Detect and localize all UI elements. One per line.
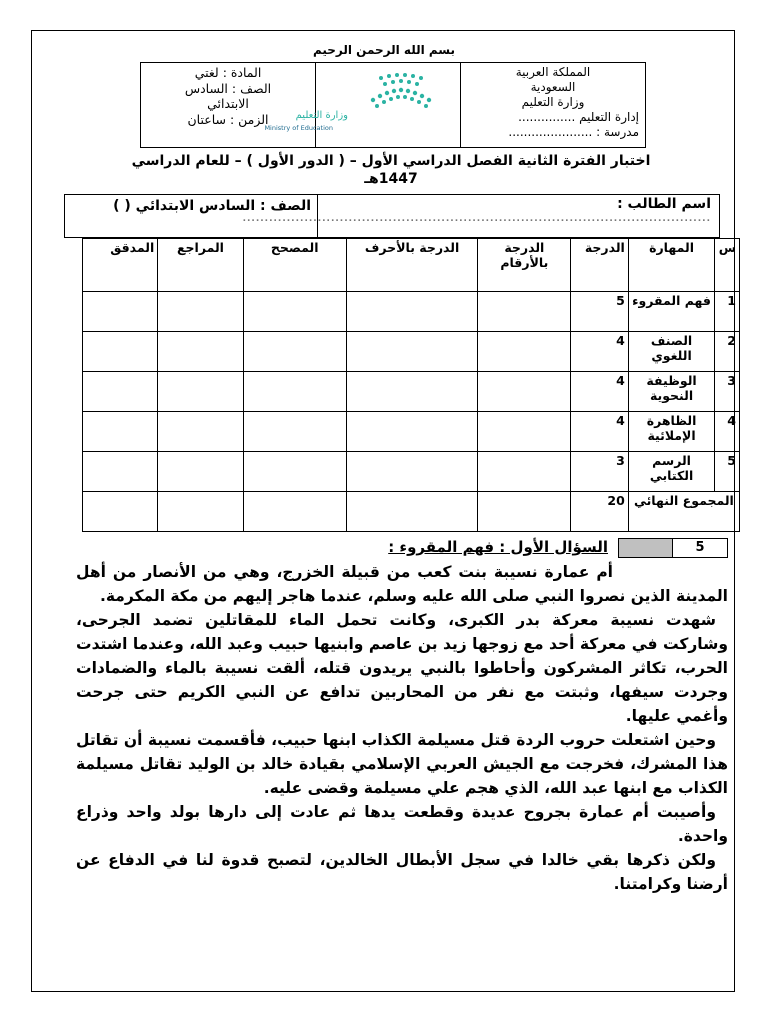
reading-passage — [76, 560, 728, 896]
student-info-box — [64, 194, 720, 238]
row-reviewer-cell[interactable] — [158, 412, 243, 452]
row-skill: الوظيفة النحوية — [628, 372, 715, 412]
ministry-logo-icon — [264, 70, 453, 140]
exam-title — [60, 152, 722, 188]
row-auditor-cell[interactable] — [83, 452, 158, 492]
row-degree-letters-cell[interactable] — [346, 332, 478, 372]
row-corrector-cell[interactable] — [243, 332, 346, 372]
row-degree: 5 — [571, 292, 629, 332]
header-kingdom-cell — [460, 63, 645, 147]
row-corrector-cell[interactable] — [243, 412, 346, 452]
exam-title-line: اختبار الفترة الثانية الفصل الدراسي الأول – ( الدور الأول ) – للعام الدراسي — [131, 153, 651, 169]
header-left-line: الصف : السادس — [184, 80, 272, 96]
row-auditor-cell[interactable] — [83, 332, 158, 372]
col-header-reviewer: المراجع — [158, 239, 243, 292]
student-name-cell[interactable] — [242, 195, 719, 237]
table-row — [83, 332, 740, 372]
row-corrector-cell[interactable] — [243, 372, 346, 412]
basmala: بسم الله الرحمن الرحيم — [312, 43, 456, 57]
row-degree-numbers-cell[interactable] — [478, 452, 571, 492]
col-header-corrector: المصحح — [243, 239, 346, 292]
row-degree-letters-cell[interactable] — [346, 452, 478, 492]
logo-arabic-text: وزارة التعليم — [295, 110, 348, 121]
question-score-box — [618, 538, 728, 558]
col-header-degree-letters: الدرجة بالأحرف — [346, 239, 478, 292]
row-auditor-cell[interactable] — [83, 412, 158, 452]
row-degree: 4 — [571, 412, 629, 452]
total-corrector-cell[interactable] — [243, 492, 346, 532]
grade-table — [82, 238, 740, 532]
row-number: 4 — [715, 412, 740, 452]
question-score: 5 — [672, 539, 727, 557]
row-auditor-cell[interactable] — [83, 292, 158, 332]
total-reviewer-cell[interactable] — [158, 492, 243, 532]
row-degree-letters-cell[interactable] — [346, 292, 478, 332]
col-header-degree: الدرجة — [571, 239, 629, 292]
passage-paragraph: شهدت نسيبة معركة بدر الكبرى، وكانت تحمل الماء للمقاتلين تضمد الجرحى، وشاركت في معركة أحد مع زوجها زيد بن عاصم وابنيها حبيب وعبد الله، وعندما اشتدت الحرب، تكاثر المشركون وأحاطوا بالنبي يريدون قتله، ألقت نسيبة بالماء والضمادات وجردت سيفها، وثبتت مع نفر من المحاربين تدافع عن النبي الكريم حتى جرحت وأغمي عليها. — [76, 611, 728, 725]
row-corrector-cell[interactable] — [243, 292, 346, 332]
student-name-dots: .......................................................................................................... — [242, 214, 711, 224]
total-value: 20 — [571, 492, 629, 532]
passage-paragraph: وأصيبت أم عمارة بجروح عديدة وقطعت يدها ثم عادت إلى دارها بولد واحد وذراع واحدة. — [76, 803, 728, 845]
row-degree: 3 — [571, 452, 629, 492]
row-skill: الظاهرة الإملائية — [628, 412, 715, 452]
row-reviewer-cell[interactable] — [158, 372, 243, 412]
row-reviewer-cell[interactable] — [158, 452, 243, 492]
total-auditor-cell[interactable] — [83, 492, 158, 532]
row-number: 3 — [715, 372, 740, 412]
row-skill: الرسم الكتابي — [628, 452, 715, 492]
table-total-row — [83, 492, 740, 532]
header-left-line: المادة : لغتي — [194, 65, 262, 80]
total-degree-numbers-cell[interactable] — [478, 492, 571, 532]
header-right-line: إدارة التعليم ............... — [518, 110, 639, 124]
header-right-line: المملكة العربية — [515, 65, 591, 79]
header-right-line: وزارة التعليم — [521, 95, 585, 109]
row-corrector-cell[interactable] — [243, 452, 346, 492]
row-reviewer-cell[interactable] — [158, 332, 243, 372]
passage-paragraph: أم عمارة نسيبة بنت كعب من قبيلة الخزرج، وهي من الأنصار من أهل المدينة الذين نصروا النبي صلى الله عليه وسلم، عندما هاجر إليهم من مكة المكرمة. — [76, 563, 728, 605]
header-subject-cell — [141, 63, 315, 147]
logo-english-text: Ministry of Education — [264, 124, 333, 132]
row-degree-letters-cell[interactable] — [346, 412, 478, 452]
row-auditor-cell[interactable] — [83, 372, 158, 412]
col-header-skill: المهارة — [628, 239, 715, 292]
col-header-number: س — [715, 239, 740, 292]
row-reviewer-cell[interactable] — [158, 292, 243, 332]
total-degree-letters-cell[interactable] — [346, 492, 478, 532]
header-left-line: الزمن : ساعتان — [187, 111, 269, 127]
passage-paragraph: وحين اشتعلت حروب الردة قتل مسيلمة الكذاب ابنها حبيب، فأقسمت نسيبة أن تقاتل هذا المشرك، فخرجت مع الجيش العربي الإسلامي بقيادة خالد بن الوليد تقاتل مسيلمة الكذاب مع ابنها عبد الله، الذي هجم علي مسيلمة وقضى عليه. — [76, 731, 728, 797]
student-grade-cell: الصف : السادس الابتدائي ( ) — [113, 198, 311, 214]
table-row — [83, 412, 740, 452]
row-skill: الصنف اللغوي — [628, 332, 715, 372]
col-header-auditor: المدقق — [83, 239, 158, 292]
table-row — [83, 292, 740, 332]
header-box — [140, 62, 646, 148]
row-degree: 4 — [571, 332, 629, 372]
table-row — [83, 372, 740, 412]
row-number: 1 — [715, 292, 740, 332]
header-logo-cell — [264, 63, 460, 147]
table-row — [83, 452, 740, 492]
row-number: 2 — [715, 332, 740, 372]
row-degree-numbers-cell[interactable] — [478, 372, 571, 412]
row-degree-numbers-cell[interactable] — [478, 412, 571, 452]
question-title: السؤال الأول : فهم المقروء : — [388, 538, 608, 556]
col-header-degree-numbers: الدرجة بالأرقام — [478, 239, 571, 292]
header-right-line: مدرسة : ...................... — [508, 125, 639, 139]
total-label: المجموع النهائي — [628, 492, 739, 532]
student-name-label: اسم الطالب : — [617, 196, 711, 212]
table-header-row — [83, 239, 740, 292]
header-left-line: الابتدائي — [207, 96, 249, 111]
passage-paragraph: ولكن ذكرها بقي خالدا في سجل الأبطال الخالدين، لتصبح قدوة لنا في الدفاع عن أرضنا وكرامتنا. — [76, 851, 728, 893]
row-degree: 4 — [571, 372, 629, 412]
question-score-blank[interactable] — [619, 539, 672, 557]
row-degree-letters-cell[interactable] — [346, 372, 478, 412]
row-degree-numbers-cell[interactable] — [478, 332, 571, 372]
header-right-line: السعودية — [530, 80, 576, 94]
row-skill: فهم المقروء — [628, 292, 715, 332]
row-number: 5 — [715, 452, 740, 492]
exam-title-year: 1447هـ — [364, 171, 418, 187]
row-degree-numbers-cell[interactable] — [478, 292, 571, 332]
